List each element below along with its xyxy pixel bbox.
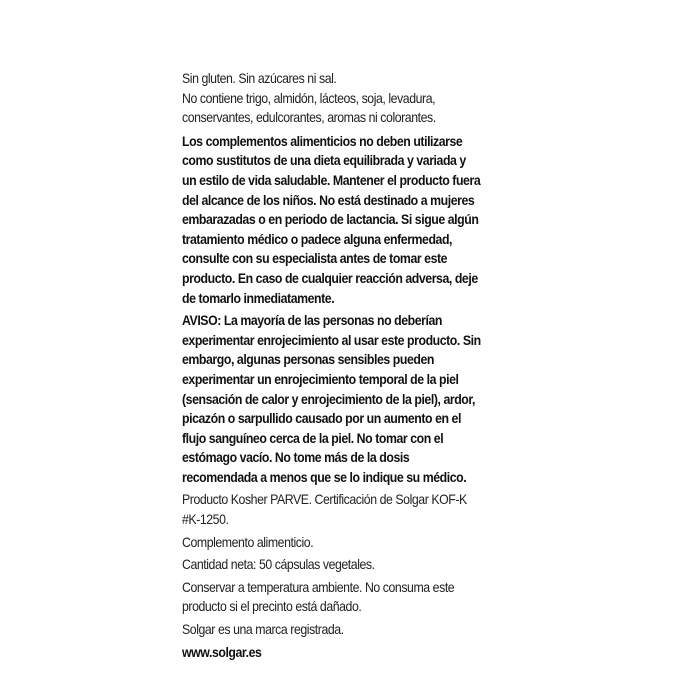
general-warning: Los complementos alimenticios no deben utilizarse como sustitutos de una dieta equilibrada y variada y un estilo de vida saludable. Mantener el producto fuera del alcance de los niños. No está destinado a mujeres embarazadas o en periodo de lactancia. Si sigue algún tratamiento médico o padece alguna enfermedad, consulte con su especialista antes de tomar este producto. En caso de cualquier reacción adversa, deje de tomarlo inmediatamente.: [182, 132, 481, 306]
supplement-label-text: [182, 69, 481, 662]
allergen-free-line: Sin gluten. Sin azúcares ni sal.: [182, 70, 337, 86]
ingredient-exclusions: No contiene trigo, almidón, lácteos, soja, levadura, conservantes, edulcorantes, aromas ni colorantes.: [182, 89, 436, 126]
trademark-notice: Solgar es una marca registrada.: [182, 621, 344, 638]
kosher-certification: Producto Kosher PARVE. Certificación de Solgar KOF-K #K-1250.: [182, 491, 467, 528]
net-quantity: Cantidad neta: 50 cápsulas vegetales.: [182, 556, 375, 573]
product-type: Complemento alimenticio.: [182, 533, 314, 550]
storage-instructions: Conservar a temperatura ambiente. No consuma este producto si el precinto está dañado.: [182, 578, 455, 615]
website-link: www.solgar.es: [182, 643, 262, 660]
aviso-warning: AVISO: La mayoría de las personas no deberían experimentar enrojecimiento al usar este producto. Sin embargo, algunas personas sensibles pueden experimentar un enrojecimiento temporal de la piel (sensación de calor y enrojecimiento de la piel), ardor, picazón o sarpullido causado por un aumento en el flujo sanguíneo cerca de la piel. No tomar con el estómago vacío. No tome más de la dosis recomendada a menos que se lo indique su médico.: [182, 312, 481, 485]
